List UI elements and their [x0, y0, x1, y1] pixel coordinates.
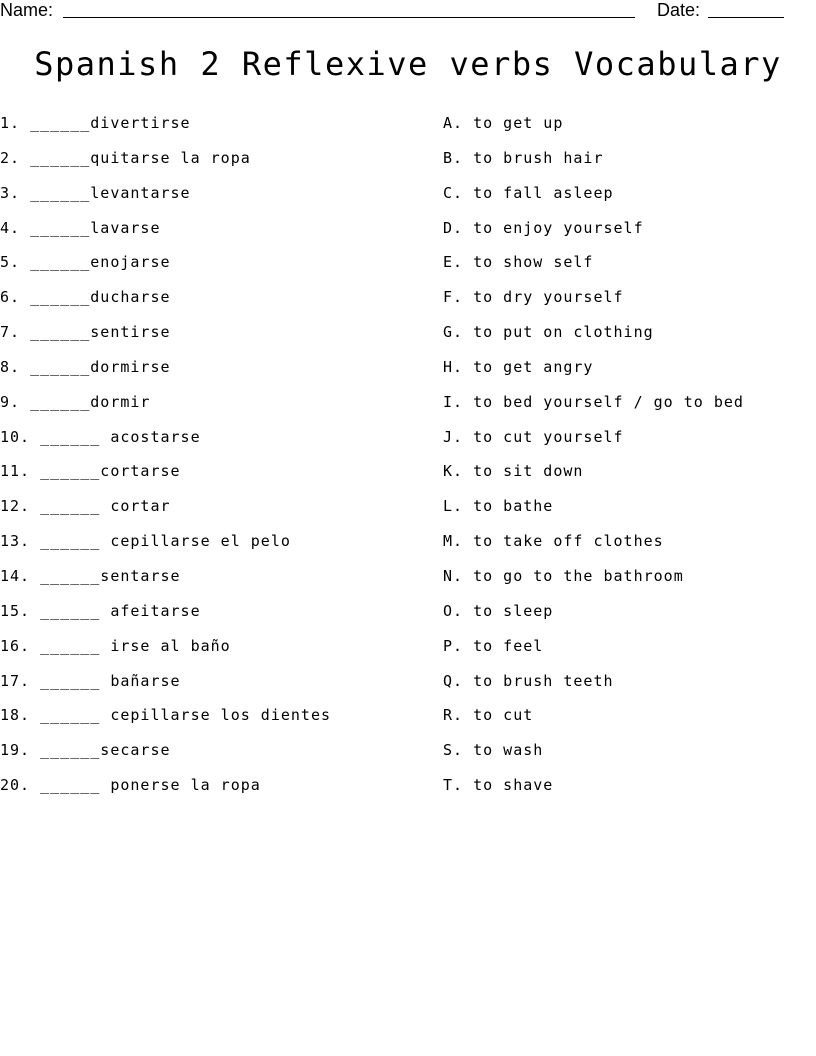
- worksheet-header: [0, 0, 816, 26]
- definition-item: S. to wash: [443, 741, 544, 760]
- term-item: 18. ______ cepillarse los dientes: [0, 706, 332, 725]
- term-item: 13. ______ cepillarse el pelo: [0, 532, 291, 551]
- term-item: 20. ______ ponerse la ropa: [0, 776, 261, 795]
- definition-item: D. to enjoy yourself: [443, 218, 644, 237]
- definition-item: B. to brush hair: [443, 148, 604, 167]
- definition-item: R. to cut: [443, 706, 534, 725]
- date-label: Date:: [657, 0, 701, 20]
- term-item: 4. ______lavarse: [0, 218, 161, 237]
- term-item: 8. ______dormirse: [0, 357, 171, 376]
- term-item: 5. ______enojarse: [0, 253, 171, 272]
- name-label: Name:: [0, 0, 54, 20]
- definition-item: G. to put on clothing: [443, 323, 654, 342]
- definition-item: L. to bathe: [443, 497, 554, 516]
- definition-item: N. to go to the bathroom: [443, 566, 684, 585]
- definition-item: A. to get up: [443, 114, 564, 132]
- term-item: 17. ______ bañarse: [0, 671, 181, 690]
- term-item: 2. ______quitarse la ropa: [0, 148, 251, 167]
- term-item: 3. ______levantarse: [0, 183, 191, 202]
- term-item: 15. ______ afeitarse: [0, 601, 201, 620]
- definition-item: Q. to brush teeth: [443, 671, 614, 690]
- definition-item: M. to take off clothes: [443, 532, 664, 551]
- term-item: 9. ______dormir: [0, 392, 151, 411]
- definitions-list: [443, 112, 744, 809]
- definition-item: H. to get angry: [443, 357, 594, 376]
- term-item: 11. ______cortarse: [0, 462, 181, 481]
- term-item: 14. ______sentarse: [0, 566, 181, 585]
- definition-item: P. to feel: [443, 636, 544, 655]
- term-item: 1. ______divertirse: [0, 114, 191, 132]
- definition-item: T. to shave: [443, 776, 554, 795]
- term-item: 6. ______ducharse: [0, 288, 171, 307]
- name-blank-line: [63, 17, 635, 18]
- definition-item: F. to dry yourself: [443, 288, 624, 307]
- definition-item: I. to bed yourself / go to bed: [443, 392, 744, 411]
- term-item: 12. ______ cortar: [0, 497, 171, 516]
- definition-item: E. to show self: [443, 253, 594, 272]
- definition-item: J. to cut yourself: [443, 427, 624, 446]
- worksheet-title: Spanish 2 Reflexive verbs Vocabulary: [34, 45, 782, 83]
- definition-item: C. to fall asleep: [443, 183, 614, 202]
- term-item: 10. ______ acostarse: [0, 427, 201, 446]
- term-item: 16. ______ irse al baño: [0, 636, 231, 655]
- term-item: 19. ______secarse: [0, 741, 171, 760]
- term-item: 7. ______sentirse: [0, 323, 171, 342]
- terms-list: [0, 112, 331, 809]
- definition-item: O. to sleep: [443, 601, 554, 620]
- definition-item: K. to sit down: [443, 462, 584, 481]
- date-blank-line: [708, 17, 784, 18]
